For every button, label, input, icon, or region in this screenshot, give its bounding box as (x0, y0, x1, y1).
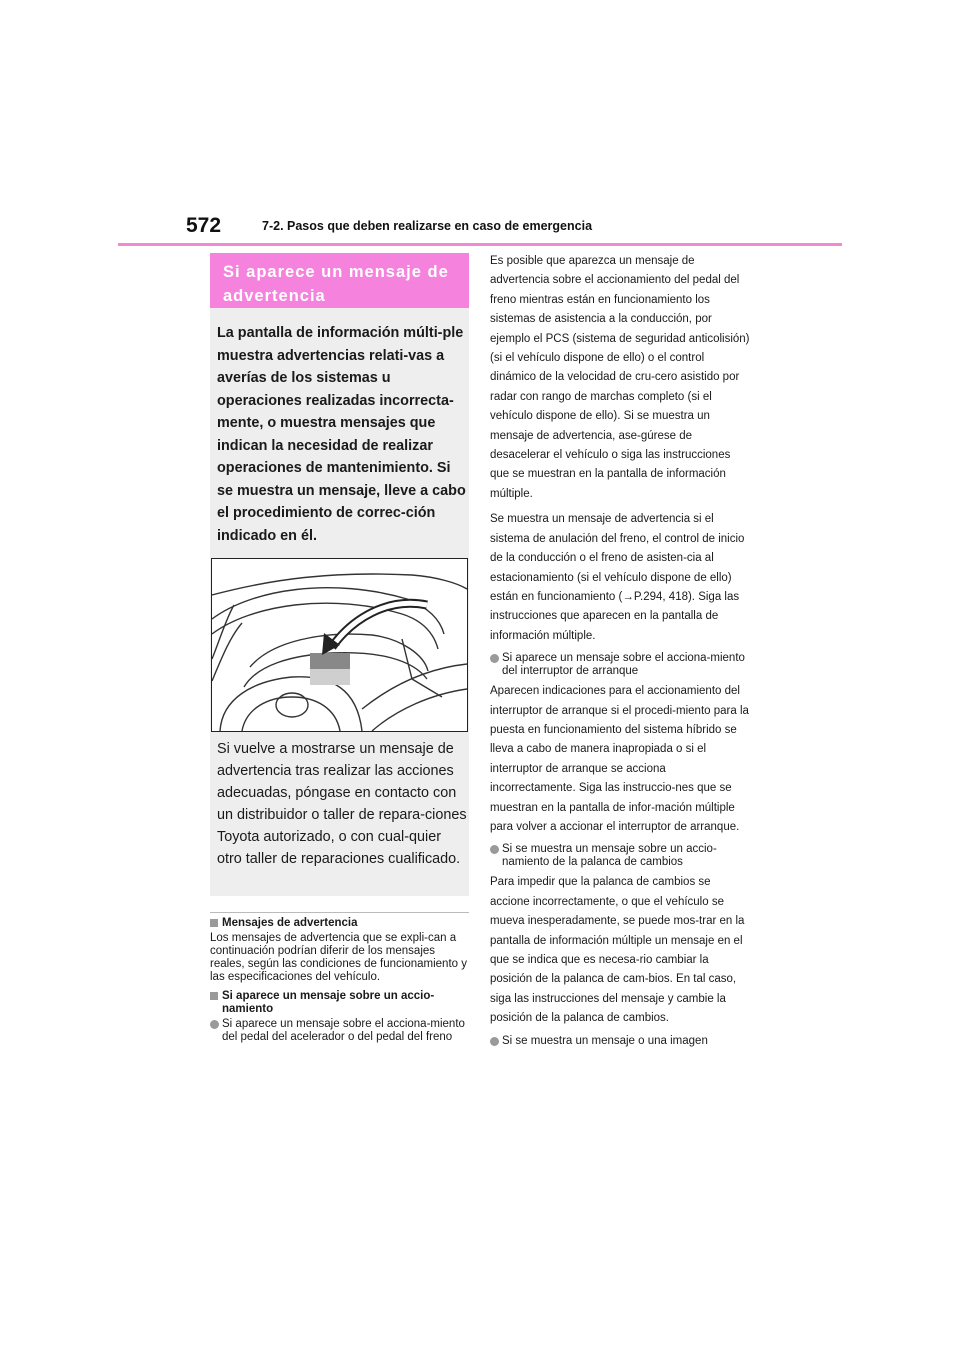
summary-intro: La pantalla de información múlti-ple muestra advertencias relati-vas a averías de los sistemas u operaciones realizadas incorrecta-mente, o muestra mensajes que indican la necesidad de realizar operaciones de mantenimiento. Si se muestra un mensaje, lleve a cabo el procedimiento de correc-ción indicado en él. (217, 325, 466, 544)
dashboard-illustration (211, 558, 468, 732)
column-divider (210, 912, 469, 913)
bullet-shift-lever: Si se muestra un mensaje sobre un accio-namiento de la palanca de cambios (490, 843, 752, 869)
right-column (490, 252, 752, 1052)
paragraph-shift-lever: Para impedir que la palanca de cambios se accione incorrectamente, o que el vehículo se mueva inesperadamente, se puede mos-trar en la pantalla de información múltiple un mensaje en el que se indica que es necesa-rio cambiar la posición de la palanca de cam-bios. En tal caso, siga las instrucciones del mensaje y cambie la posición de la palanca de cambios. (490, 876, 745, 1025)
summary-followup: Si vuelve a mostrarse un mensaje de advertencia tras realizar las acciones adecuadas, póngase en contacto con un distribuidor o taller de repara-ciones Toyota autorizado, o con cual-quier otro taller de reparaciones cualificado. (217, 741, 467, 867)
dashboard-drawing (212, 559, 467, 731)
bullet-message-image: Si se muestra un mensaje o una imagen (490, 1035, 752, 1048)
bullet-pedal-message: Si aparece un mensaje sobre el acciona-miento del pedal del acelerador o del pedal del freno (210, 1018, 470, 1044)
section-heading-line2: advertencia (223, 287, 326, 305)
left-column (210, 917, 470, 1050)
section-title: 7-2. Pasos que deben realizarse en caso de emergencia (262, 219, 593, 233)
bullet-start-switch: Si aparece un mensaje sobre el acciona-miento del interruptor de arranque (490, 652, 752, 678)
header-divider (118, 243, 842, 246)
section-heading-box (210, 253, 469, 308)
paragraph-brake-warning: Es posible que aparezca un mensaje de advertencia sobre el accionamiento del pedal del freno mientras están en funcionamiento los sistemas de asistencia a la conducción, por ejemplo el PCS (sistema de seguridad anticolisión) (si el vehículo dispone de ello) o el control dinámico de la velocidad de cru-cero asistido por radar con rango de marchas completo (si el vehículo dispone de ello). Si se muestra un mensaje de advertencia, ase-gúrese de desacelerar el vehículo o siga las instrucciones que se muestran en la pantalla de información múltiple. (490, 255, 750, 500)
page-number: 572 (186, 214, 222, 237)
paragraph-warning-messages: Los mensajes de advertencia que se expli-can a continuación podrían diferir de los mensajes reales, según las condiciones de funcionamiento y las especificaciones del vehículo. (210, 932, 467, 983)
subheading-operation-message: Si aparece un mensaje sobre un accio-namiento (210, 990, 470, 1016)
paragraph-brake-override: Se muestra un mensaje de advertencia si el sistema de anulación del freno, el control de inicio de la conducción o el freno de asisten-cia al estacionamiento (si el vehículo dispone de ello) están en funcionamiento (→P.294, 418). Siga las instrucciones que aparecen en la pantalla de información múltiple. (490, 513, 745, 642)
subheading-warning-messages: Mensajes de advertencia (210, 917, 470, 930)
section-heading-line1: Si aparece un mensaje de (223, 263, 449, 281)
paragraph-start-switch: Aparecen indicaciones para el accionamiento del interruptor de arranque si el procedi-miento para la puesta en funcionamiento del sistema híbrido se lleva a cabo de manera inapropiada o si el interruptor de arranque se acciona incorrectamente. Siga las instruccio-nes que se muestran en la pantalla de infor-mación múltiple para volver a accionar el interruptor de arranque. (490, 685, 749, 833)
